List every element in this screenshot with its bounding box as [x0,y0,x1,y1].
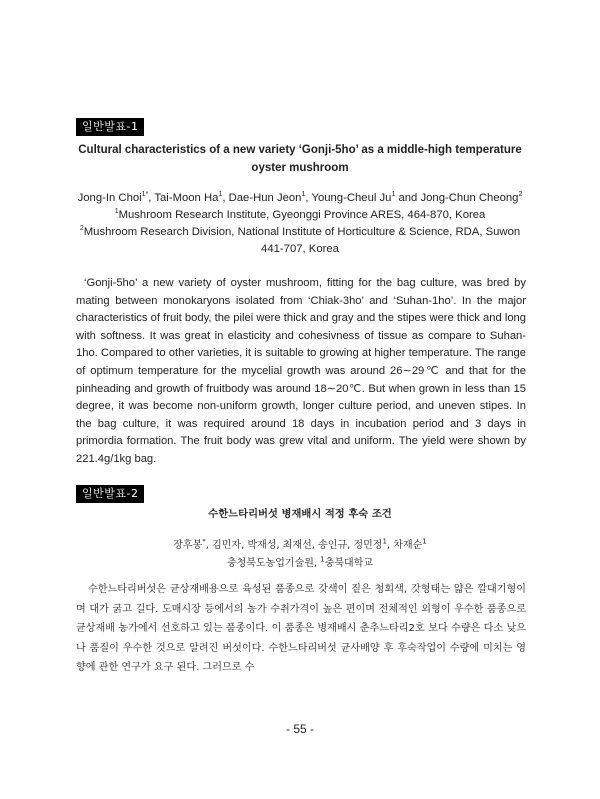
author-sep: , [311,540,319,551]
affil-sup: 2 [79,225,84,233]
affil-sup: 1 [114,208,119,216]
author-sup: 2 [518,191,523,199]
author-name: Jong-Chun Cheong [420,192,519,204]
author-sup: 1 [301,191,306,199]
affiliation-ko [72,555,528,573]
title-line-2: oyster mushroom [251,162,349,174]
author-sep: , [205,540,213,551]
author-sep: , [386,540,394,551]
author-name: 장후봉 [173,540,203,551]
author-name: 김민자 [212,540,242,551]
affil-text: Mushroom Research Institute, Gyeonggi Province ARES, 464-870, Korea [118,209,486,221]
affil-text: 충청북도농업기술원, [226,558,321,569]
author-name: 송인규 [318,540,348,551]
affiliation-2-cont: 441-707, Korea [261,243,339,255]
author-sep: , [222,192,229,204]
title-line-1: Cultural characteristics of a new variety ‘Gonji-5ho’ as a middle-high temperature [78,144,522,156]
affiliations-en [60,207,540,258]
author-sep: , [347,540,354,551]
section-tag-2: 일반발표-2 [76,485,144,503]
author-sup: 1 [382,537,387,546]
author-sep: , [241,540,248,551]
abstract-paragraph: 수한느타리버섯은 균상재배용으로 육성된 품종으로 갓색이 짙은 청회색, 갓형태는 얇은 깔대기형이며 대가 굵고 길다. 도매시장 등에서의 농가 수취가격이 높은 편이며 전체적인 외형이 우수한 품종으로 균상재배 농가에서 선호하고 있는 품종이다. 이 품종은 병재배시 춘추느타리2호 보다 수량은 다소 낮으나 품질이 우수한 것으로 알려진 버섯이다. 수한느타리버섯 균사배양 후 후숙작업이 수량에 미치는 영향에 관한 연구가 요구 된다. 그러므로 수 [76,584,526,674]
author-name: Tai-Moon Ha [154,192,219,204]
author-sup: * [202,537,206,546]
author-name: 박재성 [247,540,277,551]
author-name: Dae-Hun Jeon [228,192,302,204]
affil-text: 충북대학교 [324,558,374,569]
author-sup: 1 [218,191,223,199]
author-sup: 1 [422,537,427,546]
author-sep: , [148,192,155,204]
author-sep: , [276,540,283,551]
paper-title-ko: 수한느타리버섯 병재배시 적정 후숙 조건 [208,508,392,520]
author-name: Young-Cheul Ju [311,192,392,204]
affiliation-2 [60,224,540,241]
author-sup: 1 [391,191,396,199]
abstract-en [76,275,526,469]
author-name: Jong-In Choi [77,192,142,204]
author-name: 정민정 [353,540,383,551]
affil-text: Mushroom Research Division, National Institute of Horticulture & Science, RDA, Suwon [83,226,521,238]
author-sep: , [305,192,312,204]
abstract-paragraph: ‘Gonji-5ho’ a new variety of oyster mushroom, fitting for the bag culture, was bred by mating between monokaryons isolated from ‘Chiak-3ho’ and ‘Suhan-1ho’. In the major characteristics of fruit body, the pilei were thick and gray and the stipes were thick and long with softness. It was great in elasticity and cohesivness of tissue as compare to Suhan-1ho. Compared to other varieties, it is suitable to growing at higher temperature. The range of optimum temperature for the mycelial growth was around 26∼29℃ and that for the pinheading and growth of fruitbody was around 18∼20℃. But when grown in less than 15 degree, it was become non-uniform growth, longer culture period, and uneven stipes. In the bag culture, it was required around 18 days in incubation period and 3 days in primordia formation. The fruit body was grew vital and uniform. The yield were shown by 221.4g/1kg bag. [76,277,526,465]
abstract-ko [76,580,526,678]
author-name: 최재선 [282,540,312,551]
paper-title-en [72,141,528,177]
authors-en [60,190,540,207]
author-sep: and [395,192,421,204]
author-sup: 1* [141,191,149,199]
section-tag-1: 일반발표-1 [76,118,144,136]
affil-sup: 1 [320,555,325,564]
affiliation-1 [60,207,540,224]
author-name: 차재순 [393,540,423,551]
authors-line [72,537,528,555]
authors-ko [72,537,528,573]
page-number: - 55 - [285,722,314,736]
